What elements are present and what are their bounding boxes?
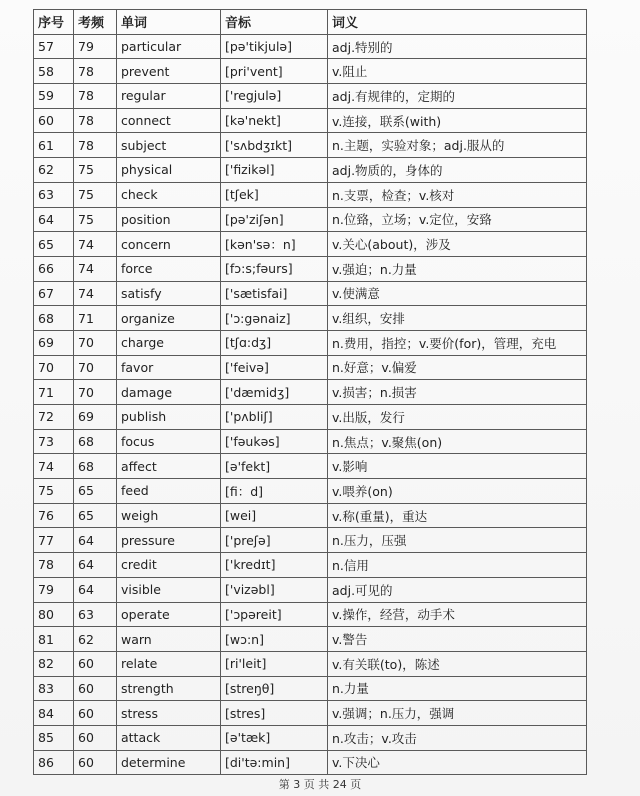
table-row [34,59,587,84]
table-row [34,256,587,281]
header-word: 单词 [117,10,221,35]
cell-definition: v.出版，发行 [328,405,587,430]
cell-word: credit [117,553,221,578]
cell-no: 82 [34,651,74,676]
cell-frequency: 62 [74,627,117,652]
cell-no: 74 [34,454,74,479]
cell-definition: n.位臵，立场；v.定位，安臵 [328,207,587,232]
cell-phonetic: [ri'leit] [221,651,328,676]
table-row [34,676,587,701]
cell-word: satisfy [117,281,221,306]
cell-frequency: 63 [74,602,117,627]
table-header-row [34,10,587,35]
table-row [34,380,587,405]
cell-no: 59 [34,84,74,109]
table-row [34,133,587,158]
cell-phonetic: [di'tə:min] [221,750,328,775]
page-number-footer: 第 3 页 共 24 页 [278,778,362,791]
cell-phonetic: [stres] [221,701,328,726]
cell-word: stress [117,701,221,726]
cell-frequency: 60 [74,725,117,750]
cell-phonetic: ['ɔ:gənaiz] [221,306,328,331]
header-no: 序号 [34,10,74,35]
cell-phonetic: [ə'fekt] [221,454,328,479]
table-row [34,158,587,183]
cell-frequency: 74 [74,232,117,257]
table-row [34,651,587,676]
cell-no: 77 [34,528,74,553]
cell-phonetic: [pə'ziʃən] [221,207,328,232]
cell-frequency: 75 [74,158,117,183]
cell-no: 84 [34,701,74,726]
cell-no: 83 [34,676,74,701]
vocabulary-table [33,9,587,775]
cell-phonetic: [ə'tæk] [221,725,328,750]
table-row [34,701,587,726]
cell-frequency: 70 [74,355,117,380]
cell-word: connect [117,108,221,133]
table-row [34,281,587,306]
cell-no: 79 [34,577,74,602]
cell-no: 78 [34,553,74,578]
cell-definition: n.压力，压强 [328,528,587,553]
cell-phonetic: [fɔ:s;fəurs] [221,256,328,281]
cell-definition: adj.有规律的，定期的 [328,84,587,109]
cell-phonetic: [streŋθ] [221,676,328,701]
cell-definition: n.费用，指控；v.要价(for)，管理，充电 [328,330,587,355]
cell-frequency: 65 [74,479,117,504]
cell-phonetic: [kə'nekt] [221,108,328,133]
cell-phonetic: [wɔ:n] [221,627,328,652]
cell-definition: n.好意；v.偏爱 [328,355,587,380]
cell-phonetic: [pə'tikjulə] [221,34,328,59]
header-definition: 词义 [328,10,587,35]
cell-word: charge [117,330,221,355]
cell-frequency: 60 [74,651,117,676]
cell-frequency: 70 [74,380,117,405]
cell-no: 76 [34,503,74,528]
cell-word: affect [117,454,221,479]
cell-frequency: 70 [74,330,117,355]
cell-definition: adj.特别的 [328,34,587,59]
cell-frequency: 71 [74,306,117,331]
table-row [34,207,587,232]
cell-frequency: 64 [74,553,117,578]
cell-word: pressure [117,528,221,553]
cell-definition: n.信用 [328,553,587,578]
cell-definition: n.支票，检查；v.核对 [328,182,587,207]
cell-definition: v.喂养(on) [328,479,587,504]
cell-no: 65 [34,232,74,257]
cell-phonetic: ['regjulə] [221,84,328,109]
table-row [34,750,587,775]
cell-no: 61 [34,133,74,158]
cell-no: 68 [34,306,74,331]
cell-word: position [117,207,221,232]
cell-frequency: 68 [74,454,117,479]
cell-phonetic: ['kredɪt] [221,553,328,578]
cell-phonetic: ['vizəbl] [221,577,328,602]
cell-no: 58 [34,59,74,84]
cell-phonetic: ['fəukəs] [221,429,328,454]
cell-definition: v.强调；n.压力，强调 [328,701,587,726]
cell-definition: adj.可见的 [328,577,587,602]
cell-no: 63 [34,182,74,207]
cell-definition: v.称(重量)，重达 [328,503,587,528]
cell-word: concern [117,232,221,257]
cell-no: 73 [34,429,74,454]
cell-phonetic: [tʃek] [221,182,328,207]
cell-phonetic: ['sʌbdʒɪkt] [221,133,328,158]
table-row [34,429,587,454]
cell-word: focus [117,429,221,454]
cell-word: physical [117,158,221,183]
cell-word: attack [117,725,221,750]
cell-no: 81 [34,627,74,652]
cell-no: 72 [34,405,74,430]
cell-word: organize [117,306,221,331]
cell-frequency: 78 [74,84,117,109]
cell-phonetic: ['dæmidʒ] [221,380,328,405]
cell-definition: v.有关联(to)，陈述 [328,651,587,676]
cell-word: operate [117,602,221,627]
cell-phonetic: ['sætisfai] [221,281,328,306]
cell-frequency: 78 [74,133,117,158]
cell-definition: v.操作，经营，动手术 [328,602,587,627]
table-row [34,627,587,652]
cell-word: weigh [117,503,221,528]
table-row [34,577,587,602]
cell-definition: v.影响 [328,454,587,479]
cell-definition: v.警告 [328,627,587,652]
cell-word: regular [117,84,221,109]
cell-definition: n.力量 [328,676,587,701]
cell-definition: n.焦点；v.聚焦(on) [328,429,587,454]
cell-frequency: 60 [74,676,117,701]
cell-phonetic: ['pʌbliʃ] [221,405,328,430]
table-row [34,454,587,479]
cell-phonetic: ['preʃə] [221,528,328,553]
cell-word: warn [117,627,221,652]
cell-word: force [117,256,221,281]
table-row [34,306,587,331]
cell-word: prevent [117,59,221,84]
cell-frequency: 74 [74,256,117,281]
header-phonetic: 音标 [221,10,328,35]
cell-word: strength [117,676,221,701]
cell-word: feed [117,479,221,504]
table-row [34,553,587,578]
cell-frequency: 78 [74,108,117,133]
cell-definition: v.使满意 [328,281,587,306]
cell-no: 69 [34,330,74,355]
cell-frequency: 64 [74,577,117,602]
cell-definition: adj.物质的，身体的 [328,158,587,183]
cell-word: relate [117,651,221,676]
cell-definition: v.下决心 [328,750,587,775]
cell-phonetic: [tʃɑ:dʒ] [221,330,328,355]
cell-phonetic: ['feivə] [221,355,328,380]
cell-no: 75 [34,479,74,504]
cell-no: 62 [34,158,74,183]
cell-phonetic: [kən'sə：n] [221,232,328,257]
cell-frequency: 69 [74,405,117,430]
cell-word: damage [117,380,221,405]
cell-frequency: 60 [74,701,117,726]
cell-phonetic: [pri'vent] [221,59,328,84]
cell-definition: v.强迫；n.力量 [328,256,587,281]
cell-frequency: 75 [74,182,117,207]
cell-frequency: 74 [74,281,117,306]
cell-frequency: 65 [74,503,117,528]
cell-word: particular [117,34,221,59]
cell-frequency: 60 [74,750,117,775]
cell-no: 67 [34,281,74,306]
cell-phonetic: ['ɔpəreit] [221,602,328,627]
cell-word: favor [117,355,221,380]
cell-no: 70 [34,355,74,380]
cell-no: 64 [34,207,74,232]
cell-no: 85 [34,725,74,750]
table-row [34,108,587,133]
table-row [34,725,587,750]
cell-definition: v.关心(about)，涉及 [328,232,587,257]
cell-no: 80 [34,602,74,627]
cell-phonetic: ['fizikəl] [221,158,328,183]
cell-phonetic: [wei] [221,503,328,528]
table-row [34,34,587,59]
cell-word: determine [117,750,221,775]
cell-definition: n.攻击；v.攻击 [328,725,587,750]
cell-frequency: 64 [74,528,117,553]
header-frequency: 考频 [74,10,117,35]
cell-frequency: 78 [74,59,117,84]
table-row [34,355,587,380]
cell-definition: n.主题，实验对象；adj.服从的 [328,133,587,158]
table-row [34,182,587,207]
cell-no: 86 [34,750,74,775]
cell-no: 66 [34,256,74,281]
cell-no: 57 [34,34,74,59]
cell-frequency: 79 [74,34,117,59]
table-row [34,528,587,553]
cell-definition: v.损害；n.损害 [328,380,587,405]
table-row [34,405,587,430]
cell-word: visible [117,577,221,602]
cell-definition: v.连接，联系(with) [328,108,587,133]
cell-frequency: 75 [74,207,117,232]
table-row [34,479,587,504]
table-row [34,602,587,627]
table-row [34,503,587,528]
cell-definition: v.阻止 [328,59,587,84]
cell-phonetic: [fi：d] [221,479,328,504]
table-row [34,330,587,355]
cell-definition: v.组织，安排 [328,306,587,331]
table-row [34,84,587,109]
cell-word: check [117,182,221,207]
cell-word: publish [117,405,221,430]
cell-no: 71 [34,380,74,405]
cell-no: 60 [34,108,74,133]
cell-word: subject [117,133,221,158]
cell-frequency: 68 [74,429,117,454]
table-row [34,232,587,257]
